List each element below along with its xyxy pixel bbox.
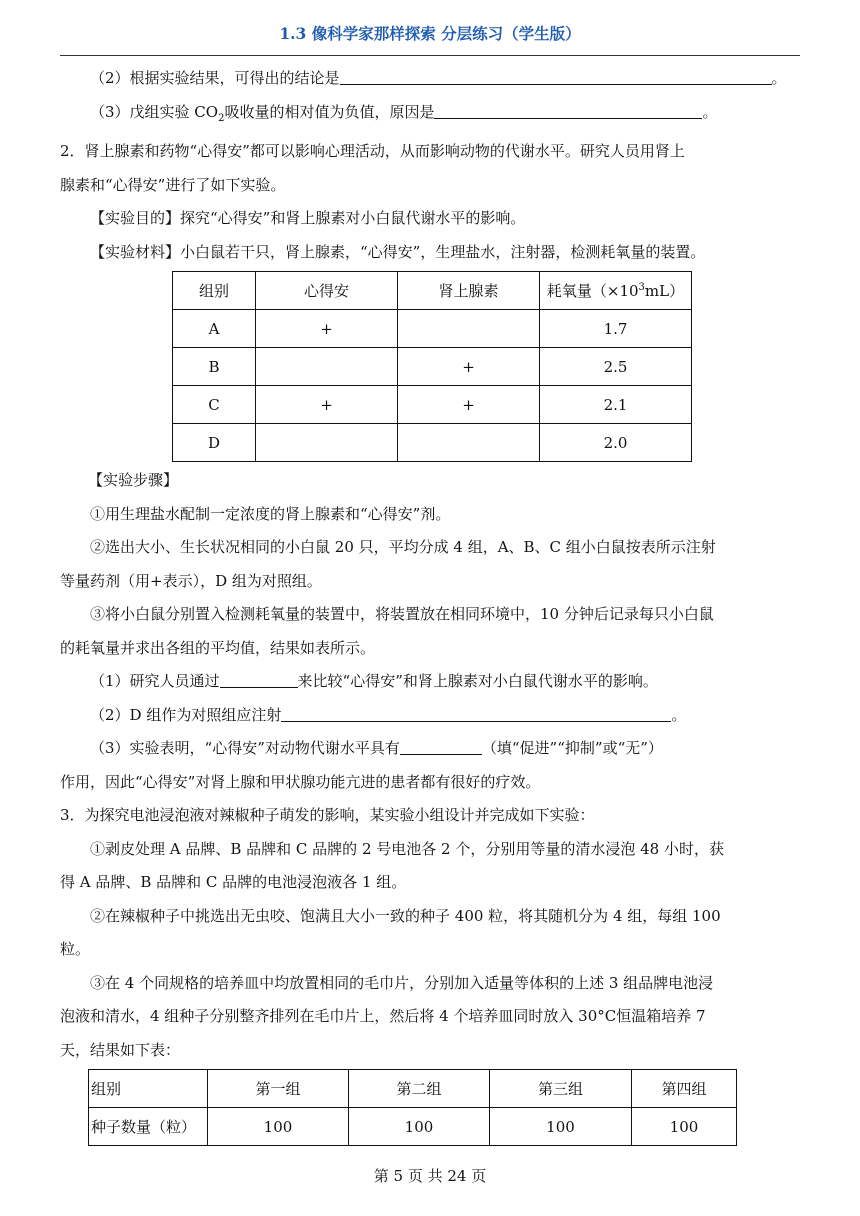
q2-materials: 【实验材料】小白鼠若干只，肾上腺素，“心得安”，生理盐水，注射器，检测耗氧量的装置。: [90, 242, 706, 261]
answer-blank[interactable]: [400, 736, 482, 755]
table-cell: +: [256, 310, 398, 348]
table-cell: [398, 310, 540, 348]
q2-step3-line1: ③将小白鼠分别置入检测耗氧量的装置中，将装置放在相同环境中，10 分钟后记录每只小白鼠: [90, 605, 714, 623]
page-header-title: 1.3 像科学家那样探索 分层练习（学生版）: [279, 24, 581, 43]
table-header-cell: 心得安: [256, 272, 398, 310]
q2-question2: [60, 699, 800, 733]
table-cell: A: [173, 310, 256, 348]
table-row: [173, 348, 692, 386]
q2-step1: ①用生理盐水配制一定浓度的肾上腺素和“心得安”剂。: [90, 504, 451, 523]
table-header-cell: 第四组: [632, 1070, 737, 1108]
table-cell: 100: [208, 1108, 349, 1146]
table-header-cell: 组别: [173, 272, 256, 310]
header-text: 耗氧量（×10: [546, 282, 639, 300]
table-cell: +: [256, 386, 398, 424]
superscript-3: 3: [638, 282, 645, 293]
table-header-cell: 第二组: [349, 1070, 490, 1108]
table-cell: 2.0: [540, 424, 692, 462]
q3-intro: 3．为探究电池浸泡液对辣椒种子萌发的影响，某实验小组设计并完成如下实验：: [60, 806, 595, 824]
table-header-cell: 肾上腺素: [398, 272, 540, 310]
page-content: [60, 62, 800, 1146]
q1-part3-text-b: 吸收量的相对值为负值，原因是: [224, 102, 435, 121]
answer-blank[interactable]: [434, 100, 702, 119]
answer-blank[interactable]: [281, 703, 671, 722]
header-unit: mL）: [644, 282, 685, 300]
answer-blank[interactable]: [220, 669, 298, 688]
table-cell: D: [173, 424, 256, 462]
header-divider: [60, 55, 800, 56]
table-cell: 2.5: [540, 348, 692, 386]
table-header-cell: 第三组: [490, 1070, 632, 1108]
q3-step3-line3: 天，结果如下表：: [60, 1040, 181, 1059]
table-cell: B: [173, 348, 256, 386]
experiment-table-1: [172, 271, 692, 462]
subscript-2: 2: [218, 112, 225, 124]
table-row: [89, 1108, 737, 1146]
q1-part2-text: （2）根据实验结果，可得出的结论是: [90, 69, 340, 87]
q3-step2-line2: 粒。: [60, 940, 91, 958]
q2-intro-line2: 腺素和“心得安”进行了如下实验。: [60, 175, 286, 194]
period: 。: [771, 69, 787, 87]
table-row: [173, 424, 692, 462]
q2-steps-heading: 【实验步骤】: [88, 471, 179, 489]
table-cell: C: [173, 386, 256, 424]
q2-question3-text-a: （3）实验表明，“心得安”对动物代谢水平具有: [90, 739, 400, 757]
q2-step2-line1: ②选出大小、生长状况相同的小白鼠 20 只，平均分成 4 组，A、B、C 组小白鼠按表所示注射: [90, 538, 716, 556]
table-cell: [256, 348, 398, 386]
table-cell: 100: [490, 1108, 632, 1146]
q2-step3-line2: 的耗氧量并求出各组的平均值，结果如表所示。: [60, 638, 376, 657]
q2-purpose: 【实验目的】探究“心得安”和肾上腺素对小白鼠代谢水平的影响。: [90, 209, 526, 227]
q1-part2-line: [60, 62, 800, 96]
q2-question2-text: （2）D 组作为对照组应注射: [90, 705, 282, 724]
page-footer: 第 5 页 共 24 页: [373, 1167, 487, 1185]
table-cell: [398, 424, 540, 462]
experiment-table-2: [88, 1069, 737, 1146]
table-header-row: [89, 1070, 737, 1108]
q2-question1-text-b: 来比较“心得安”和肾上腺素对小白鼠代谢水平的影响。: [297, 672, 658, 690]
table-header-cell: 组别: [89, 1070, 208, 1108]
q3-step3-line1: ③在 4 个同规格的培养皿中均放置相同的毛巾片，分别加入适量等体积的上述 3 组品牌电池浸: [90, 973, 714, 992]
answer-blank[interactable]: [340, 66, 772, 85]
q2-intro-line1: 2．肾上腺素和药物“心得安”都可以影响心理活动，从而影响动物的代谢水平。研究人员用肾上: [60, 142, 685, 160]
q3-step1-line1: ①剥皮处理 A 品牌、B 品牌和 C 品牌的 2 号电池各 2 个，分别用等量的清水浸泡 48 小时，获: [90, 839, 724, 858]
table-cell: 100: [632, 1108, 737, 1146]
table-header-row: [173, 272, 692, 310]
table-cell: 100: [349, 1108, 490, 1146]
period: 。: [702, 102, 718, 121]
period: 。: [671, 705, 687, 724]
table-header-cell: 第一组: [208, 1070, 349, 1108]
q2-question3-line1: [60, 732, 800, 766]
table-cell: 1.7: [540, 310, 692, 348]
q2-question3-line2: 作用，因此“心得安”对肾上腺和甲状腺功能亢进的患者都有很好的疗效。: [60, 772, 541, 791]
table-row: [173, 386, 692, 424]
q2-question1: [60, 665, 800, 699]
q2-question1-text-a: （1）研究人员通过: [90, 672, 220, 690]
q2-question3-text-b: （填“促进”“抑制”或“无”）: [481, 739, 663, 757]
q3-step1-line2: 得 A 品牌、B 品牌和 C 品牌的电池浸泡液各 1 组。: [60, 873, 407, 891]
q3-step3-line2: 泡液和清水，4 组种子分别整齐排列在毛巾片上，然后将 4 个培养皿同时放入 30°C恒温箱培养 7: [60, 1007, 706, 1025]
table-header-cell: [540, 272, 692, 310]
table-cell: +: [398, 386, 540, 424]
q3-step2-line1: ②在辣椒种子中挑选出无虫咬、饱满且大小一致的种子 400 粒，将其随机分为 4 组，每组 100: [90, 906, 721, 925]
table-cell: +: [398, 348, 540, 386]
q1-part3-line: [60, 96, 800, 136]
table-cell: 种子数量（粒）: [89, 1108, 208, 1146]
q1-part3-text-a: （3）戊组实验 CO: [90, 102, 219, 121]
table-cell: 2.1: [540, 386, 692, 424]
q2-step2-line2: 等量药剂（用+表示），D 组为对照组。: [60, 571, 322, 590]
table-cell: [256, 424, 398, 462]
table-row: [173, 310, 692, 348]
